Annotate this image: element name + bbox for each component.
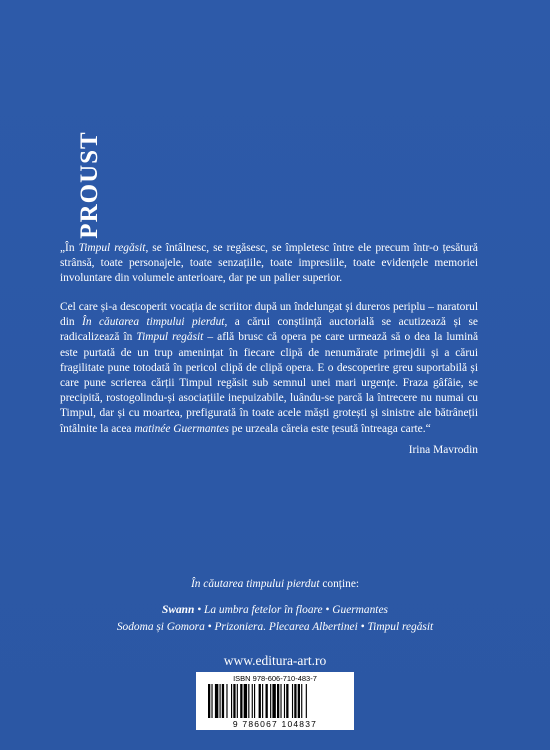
barcode-bar [240, 684, 242, 718]
barcode-bar [233, 684, 235, 718]
barcode-bar [262, 684, 263, 718]
barcode-bar [294, 684, 296, 718]
barcode-bar [237, 684, 238, 718]
contents-intro: În căutarea timpului pierdut conține: [190, 578, 360, 590]
barcode-bar [272, 684, 275, 718]
barcode-bar [270, 684, 271, 718]
barcode-digits: 9 786067 104837 [232, 719, 318, 729]
barcode-bar [301, 684, 302, 718]
contents-line-2: Sodoma și Gomora • Prizoniera. Plecarea Albertinei • Timpul regăsit [116, 621, 434, 633]
barcode-bar [266, 684, 268, 718]
barcode-bar [252, 684, 253, 718]
barcode-bar [306, 684, 307, 718]
barcode-bar [298, 684, 300, 718]
barcode-bar [215, 684, 218, 718]
isbn-label: ISBN 978-606-710-483-7 [233, 674, 317, 683]
barcode-bar [244, 684, 247, 718]
quote-paragraph-2: Cel care și-a descoperit vocația de scriitor după un îndelungat și dureros periplu – naratorul din În căutarea timpului pierdut, a cărui conștiință auctorială se acutizează și se radicalizează în Timpul regăsit – află brusc că opera pe care urmează să o dea la lumină este purtată de un trup amenințat în fiecare clipă de nenumărate primejdii și a cărui fragilitate pune totodată în pericol clipă de clipă opera. E o descoperire greu suportabilă și care pune scrierea cărții Timpul regăsit sub semnul unei mari urgențe. Fraza gâfâie, se precipită, rostogolindu-și asociațiile inepuizabile, luându-se parcă la întrecere nu numai cu Timpul, dar și cu moartea, prefigurată în toate acele măști grotești și sinistre ale bătrâneții întâlnite la acea matinée Guermantes pe urzeala căreia este țesută întreaga carte.“ [60, 301, 479, 435]
publisher-website[interactable]: www.editura-art.ro [223, 653, 327, 668]
contents-line-1: Swann • La umbra fetelor în floare • Guermantes [162, 604, 388, 616]
barcode-bar [226, 684, 227, 718]
barcode-bar [222, 684, 224, 718]
barcode-bars [208, 684, 342, 718]
quote-paragraph-1: „În Timpul regăsit, se întâlnesc, se regăsesc, se împletesc între ele precum într-o țesătură strânsă, toate personajele, toate senzațiile, toate impresiile, toate evidențele memoriei involuntare din volumele anterioare, dar pe un palier superior. [60, 242, 478, 285]
barcode-bar [248, 684, 249, 718]
barcode-bar [284, 684, 285, 718]
barcode-bar [286, 684, 288, 718]
barcode-bar [208, 684, 210, 718]
barcode-bar [211, 684, 212, 718]
barcode-bar [277, 684, 279, 718]
barcode-bar [231, 684, 232, 718]
author-name-vertical: PROUST [76, 131, 103, 239]
barcode-bar [292, 684, 293, 718]
barcode-bar [280, 684, 281, 718]
barcode-bar [220, 684, 221, 718]
quote-author: Irina Mavrodin [408, 444, 478, 456]
barcode-bar [259, 684, 261, 718]
isbn-barcode [196, 672, 354, 730]
barcode-bar [254, 684, 255, 718]
